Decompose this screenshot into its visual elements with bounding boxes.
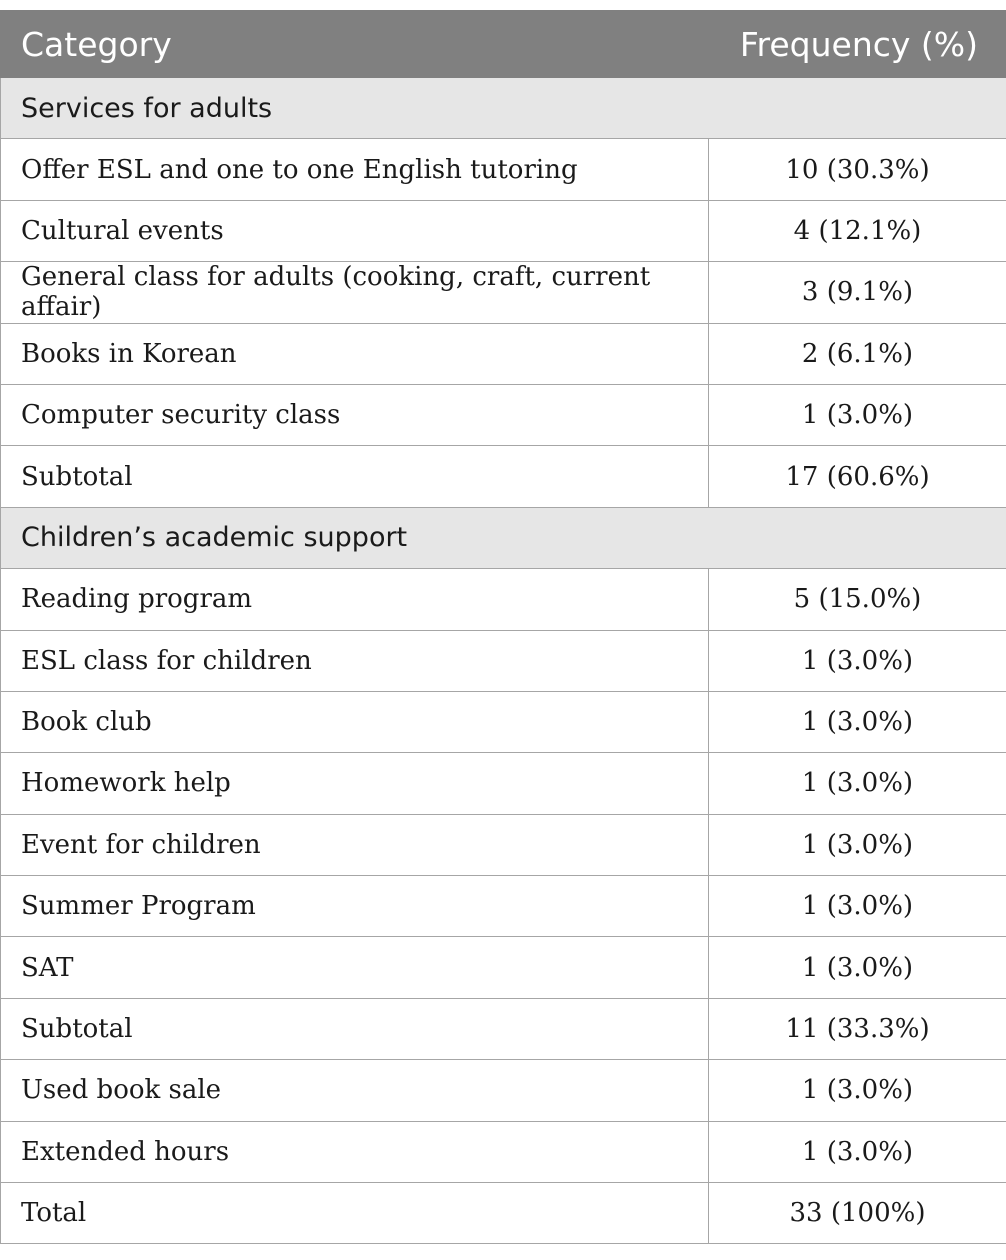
section-label: Services for adults [1, 78, 1006, 139]
table-row [1, 569, 1006, 630]
table-body [1, 78, 1006, 1244]
row-category: Computer security class [1, 384, 709, 445]
table-row [1, 139, 1006, 200]
row-frequency: 1 (3.0%) [709, 384, 1006, 445]
table-row [1, 998, 1006, 1059]
row-frequency: 2 (6.1%) [709, 323, 1006, 384]
row-category: SAT [1, 937, 709, 998]
row-frequency: 1 (3.0%) [709, 1060, 1006, 1121]
row-category: Cultural events [1, 200, 709, 261]
row-frequency: 1 (3.0%) [709, 1121, 1006, 1182]
row-category: Event for children [1, 814, 709, 875]
row-frequency: 10 (30.3%) [709, 139, 1006, 200]
row-frequency: 1 (3.0%) [709, 876, 1006, 937]
table-row [1, 446, 1006, 507]
frequency-table [0, 10, 1006, 1244]
table-row [1, 1183, 1006, 1244]
row-category: Subtotal [1, 446, 709, 507]
table-row [1, 630, 1006, 691]
header-frequency: Frequency (%) [709, 11, 1006, 78]
row-frequency: 17 (60.6%) [709, 446, 1006, 507]
row-category: Homework help [1, 753, 709, 814]
section-header-row [1, 78, 1006, 139]
table-row [1, 876, 1006, 937]
row-category: Extended hours [1, 1121, 709, 1182]
row-category: Offer ESL and one to one English tutoring [1, 139, 709, 200]
table-row [1, 814, 1006, 875]
row-category: General class for adults (cooking, craft, current affair) [1, 262, 709, 323]
table-row [1, 1060, 1006, 1121]
section-header-row [1, 507, 1006, 568]
row-category: Books in Korean [1, 323, 709, 384]
table-row [1, 937, 1006, 998]
row-frequency: 1 (3.0%) [709, 814, 1006, 875]
row-category: Book club [1, 691, 709, 752]
row-category: Summer Program [1, 876, 709, 937]
header-category: Category [1, 11, 709, 78]
table-row [1, 753, 1006, 814]
row-category: Subtotal [1, 998, 709, 1059]
table-row [1, 323, 1006, 384]
row-frequency: 11 (33.3%) [709, 998, 1006, 1059]
row-frequency: 5 (15.0%) [709, 569, 1006, 630]
row-frequency: 1 (3.0%) [709, 691, 1006, 752]
table-row [1, 384, 1006, 445]
row-category: Total [1, 1183, 709, 1244]
row-frequency: 1 (3.0%) [709, 630, 1006, 691]
row-frequency: 1 (3.0%) [709, 937, 1006, 998]
table-row [1, 262, 1006, 323]
table-row [1, 691, 1006, 752]
section-label: Children’s academic support [1, 507, 1006, 568]
row-category: Reading program [1, 569, 709, 630]
table-row [1, 1121, 1006, 1182]
row-category: Used book sale [1, 1060, 709, 1121]
row-frequency: 3 (9.1%) [709, 262, 1006, 323]
table-row [1, 200, 1006, 261]
row-frequency: 4 (12.1%) [709, 200, 1006, 261]
row-frequency: 33 (100%) [709, 1183, 1006, 1244]
row-frequency: 1 (3.0%) [709, 753, 1006, 814]
table-header-row [1, 11, 1006, 78]
row-category: ESL class for children [1, 630, 709, 691]
